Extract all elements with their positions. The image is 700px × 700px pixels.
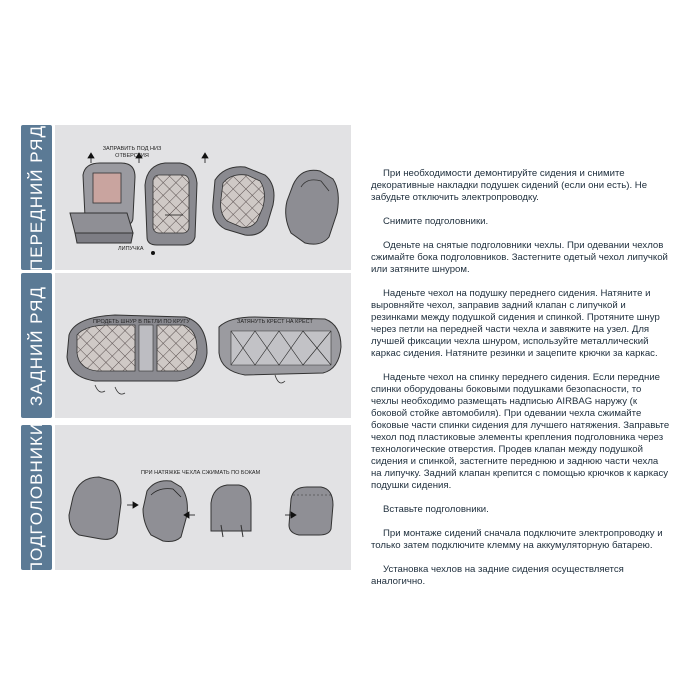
installation-instructions (371, 168, 671, 600)
headrest-illustrations (55, 425, 351, 570)
rear-cushion-top-view-drawing (67, 315, 207, 394)
caption-velcro: ЛИПУЧКА (118, 246, 144, 252)
section-tab-rear-row (21, 273, 52, 418)
instruction-paragraph: При необходимости демонтируйте сидения и снимите декоративные накладки подушек сидений (если они есть). Не забудьте отключить электропроводку. (371, 168, 648, 203)
instruction-paragraph: При монтаже сидений сначала подключите электропроводку и только затем подключите клемму на аккумуляторную батарею. (371, 528, 663, 551)
quilted-seat-back-drawing (145, 163, 197, 245)
caption-squeeze-sides: ПРИ НАТЯЖКЕ ЧЕХЛА СЖИМАТЬ ПО БОКАМ (141, 470, 261, 476)
caption-thread-cord-through-loops: ПРОДЕТЬ ШНУР В ПЕТЛИ ПО КРУГУ (93, 319, 190, 325)
section-tab-front-row (21, 125, 52, 270)
instruction-paragraph: Оденьте на снятые подголовники чехлы. При одевании чехлов сжимайте бока подголовников. Застегните одетый чехол липучкой или затяните шнуром. (371, 240, 668, 275)
section-label: ПОДГОЛОВНИКИ (26, 421, 46, 574)
rear-seat-illustrations (55, 273, 351, 418)
instruction-paragraph: Вставьте подголовники. (383, 504, 489, 515)
headrest-step-1-drawing (69, 477, 121, 539)
instruction-paragraph: Наденьте чехол на подушку переднего сидения. Натяните и выровняйте чехол, заправив задний клапан с липучкой и резинками между подушкой сидения и спинкой. Протяните шнур через петли на передней части чехла и завяжите на узел. Для лучшей фиксации чехла шнуром, используйте металлический каркас сидения. Натяните резинки и зацепите крючки за каркас. (371, 288, 660, 359)
section-label: ПЕРЕДНИЙ РЯД (26, 124, 46, 271)
instruction-paragraph: Снимите подголовники. (383, 216, 489, 227)
quilted-seat-cushion-drawing (213, 167, 274, 236)
covered-seat-back-drawing (286, 170, 339, 244)
headrests-illustration-panel (55, 425, 351, 570)
headrest-step-3-drawing (211, 485, 251, 537)
bare-seat-drawing (70, 163, 135, 243)
headrest-step-4-drawing (289, 487, 333, 535)
front-row-illustration-panel (55, 125, 351, 270)
section-tab-headrests (21, 421, 52, 574)
instruction-paragraph: Наденьте чехол на спинку переднего сидения. Если передние спинки оборудованы боковыми подушками безопасности, то чехлы необходимо размещать надписью AIRBAG наружу (к боковой стойке автомобиля). При одевании чехла сжимайте боковые части спинки сидения для лучшего натяжения. Заправьте чехол под пластиковые элементы крепления подголовника через технологические отверстия. Продев клапан между подушкой сидения и спинкой, застегните переднюю и заднюю части чехла на липучку. Задний клапан крепится с помощью крючков к каркасу подушки сидения. (371, 372, 670, 491)
headrest-step-2-drawing (143, 481, 187, 542)
rear-cushion-bottom-view-drawing (219, 317, 341, 383)
instruction-paragraph: Установка чехлов на задние сидения осуществляется аналогично. (371, 564, 624, 587)
section-label: ЗАДНИЙ РЯД (26, 285, 46, 406)
rear-row-illustration-panel (55, 273, 351, 418)
caption-tighten-crosswise: ЗАТЯНУТЬ КРЕСТ НА КРЕСТ (237, 319, 313, 325)
caption-tuck-under-holes: ЗАПРАВИТЬ ПОД НИЗ ОТВЕРСТИЯ (102, 146, 162, 159)
